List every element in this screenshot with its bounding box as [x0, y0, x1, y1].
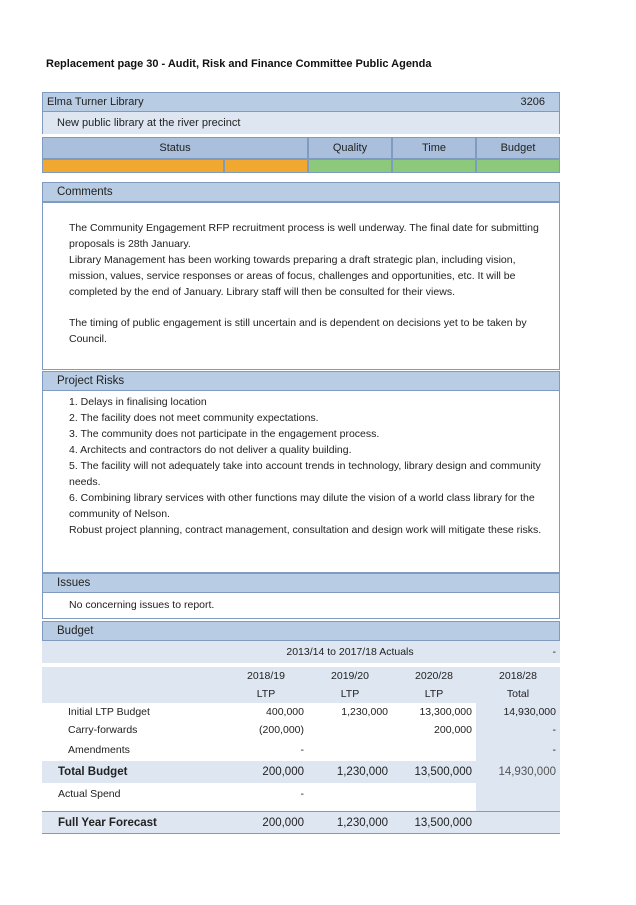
column-year: 2020/28: [415, 670, 453, 682]
cell: 1,230,000: [336, 766, 388, 778]
risk-item: 3. The community does not participate in the engagement process.: [69, 428, 380, 440]
cell: 200,000: [262, 766, 304, 778]
cell: [308, 721, 392, 739]
row-label: Initial LTP Budget: [68, 706, 150, 718]
cell: -: [300, 788, 304, 800]
actuals-row: [42, 641, 560, 663]
comment-paragraph: Library Management has been working towards preparing a draft strategic plan, including vision, mission, values, service responses or areas of focus, challenges and opportunities, etc. It will be completed by the end of January. Library staff will then be consulted for their views.: [69, 254, 516, 298]
project-name: Elma Turner Library: [47, 96, 144, 108]
column-year: 2018/19: [247, 670, 285, 682]
budget-column-subs: [42, 685, 560, 703]
actuals-label: 2013/14 to 2017/18 Actuals: [286, 646, 414, 658]
issues-box: [42, 593, 560, 619]
cell: [392, 739, 476, 761]
cell: -: [476, 739, 560, 761]
column-sub: Total: [506, 688, 530, 700]
risk-item: 5. The facility will not adequately take into account trends in technology, library design and community needs.: [69, 460, 541, 488]
project-description: New public library at the river precinct: [57, 117, 241, 129]
risks-heading: Project Risks: [57, 375, 125, 387]
row-label: Amendments: [68, 744, 130, 756]
budget-heading-row: [42, 621, 560, 641]
cell: 14,930,000: [476, 703, 560, 721]
status-indicator: [42, 159, 224, 173]
risk-item: 6. Combining library services with other functions may dilute the vision of a world class library for the community of Nelson.: [69, 492, 535, 520]
column-year: 2019/20: [331, 670, 369, 682]
issues-heading: Issues: [57, 577, 91, 589]
time-indicator: [392, 159, 476, 173]
column-year: 2018/28: [499, 670, 537, 682]
cell: [476, 812, 560, 834]
status-indicator: [224, 159, 308, 173]
cell: 200,000: [434, 724, 472, 736]
cell: -: [476, 721, 560, 739]
budget-table: [42, 641, 560, 834]
column-sub: LTP: [256, 688, 276, 700]
status-header-row: [42, 137, 560, 159]
risk-item: 1. Delays in finalising location: [69, 396, 207, 408]
risks-box: [42, 391, 560, 573]
cell: [308, 739, 392, 761]
row-label: Actual Spend: [58, 788, 121, 800]
project-description-row: [42, 112, 560, 134]
budget-column-years: [42, 667, 560, 685]
risks-heading-row: [42, 371, 560, 391]
risk-item: 4. Architects and contractors do not deliver a quality building.: [69, 444, 352, 456]
project-title-row: [42, 92, 560, 112]
comment-paragraph: The timing of public engagement is still uncertain and is dependent on decisions yet to be taken by Council.: [69, 317, 527, 345]
budget-row: [42, 721, 560, 739]
budget-row: [42, 703, 560, 721]
row-label: Total Budget: [58, 766, 128, 778]
budget-row: [42, 739, 560, 761]
cell: [476, 783, 560, 805]
cell: [308, 783, 392, 805]
quality-indicator: [308, 159, 392, 173]
cell: (200,000): [259, 724, 304, 736]
cell: [392, 783, 476, 805]
budget-total-row: [42, 761, 560, 783]
budget-indicator: [476, 159, 560, 173]
risk-mitigation: Robust project planning, contract management, consultation and design work will mitigate these risks.: [69, 524, 542, 536]
cell: 200,000: [262, 816, 304, 829]
quality-header: Quality: [308, 137, 392, 159]
cell: 14,930,000: [498, 766, 556, 778]
budget-heading: Budget: [57, 625, 94, 637]
comments-heading: Comments: [57, 186, 113, 198]
comments-heading-row: [42, 182, 560, 202]
cell: 13,500,000: [414, 816, 472, 829]
comments-box: [42, 202, 560, 370]
budget-row: [42, 783, 560, 805]
cell: 13,300,000: [419, 706, 472, 718]
project-number: 3206: [520, 96, 545, 108]
risk-item: 2. The facility does not meet community expectations.: [69, 412, 319, 424]
row-label: Full Year Forecast: [58, 816, 157, 829]
column-sub: LTP: [424, 688, 444, 700]
issues-text: No concerning issues to report.: [69, 599, 215, 611]
cell: -: [300, 744, 304, 756]
status-indicator-row: [42, 159, 560, 173]
issues-heading-row: [42, 573, 560, 593]
column-sub: LTP: [340, 688, 360, 700]
cell: 400,000: [266, 706, 304, 718]
status-header: Status: [42, 137, 308, 159]
cell: 1,230,000: [341, 706, 388, 718]
actuals-value: -: [552, 646, 556, 658]
page-header: Replacement page 30 - Audit, Risk and Finance Committee Public Agenda: [46, 58, 432, 70]
comment-paragraph: The Community Engagement RFP recruitment process is well underway. The final date for submitting proposals is 28th January.: [69, 222, 539, 250]
time-header: Time: [392, 137, 476, 159]
budget-forecast-row: [42, 812, 560, 834]
cell: 13,500,000: [414, 766, 472, 778]
budget-header: Budget: [476, 137, 560, 159]
cell: 1,230,000: [336, 816, 388, 829]
row-label: Carry-forwards: [68, 724, 138, 736]
